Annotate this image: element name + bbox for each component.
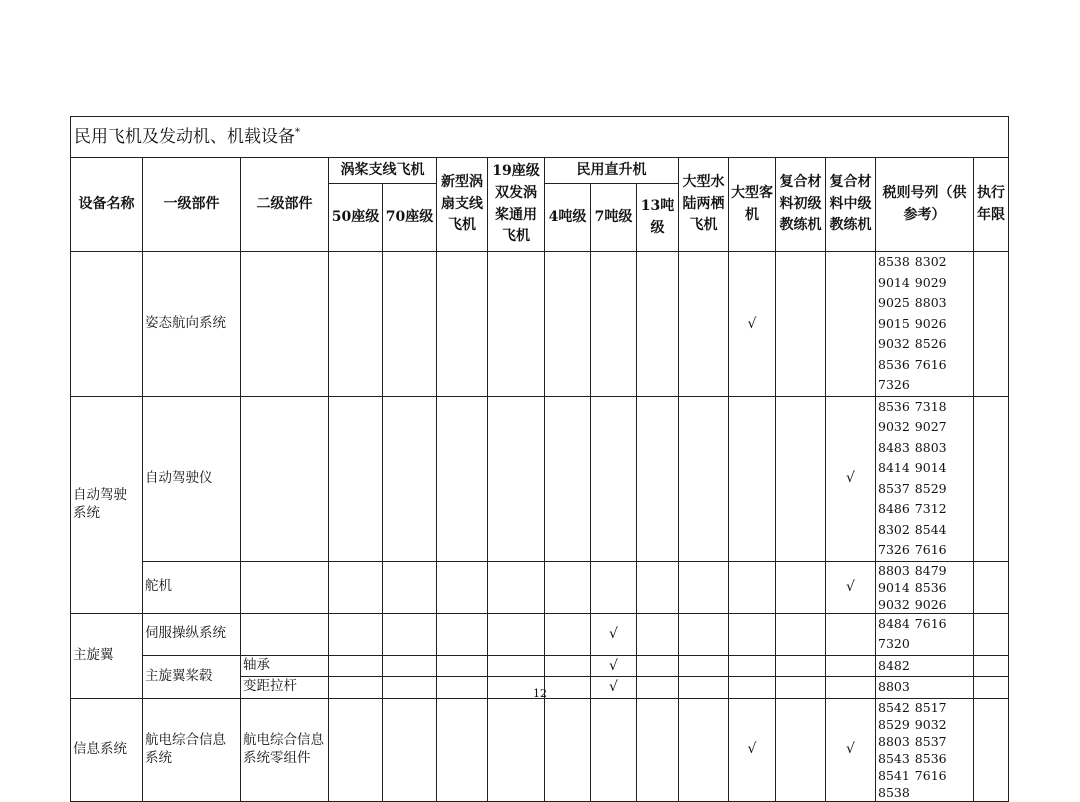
- equipment-name-cell: 信息系统: [71, 698, 143, 801]
- header-tariff-codes: 税则号列（供参考）: [876, 158, 974, 252]
- level2-cell: 航电综合信息系统零组件: [241, 698, 329, 801]
- header-twin-turboprop-19: 19座级双发涡桨通用飞机: [488, 158, 545, 252]
- level1-cell: 伺服操纵系统: [143, 613, 241, 655]
- table-row: [71, 655, 1009, 677]
- tariff-codes-cell: 8803 8479 9014 8536 9032 9026: [876, 561, 974, 613]
- header-civil-helicopter: 民用直升机: [545, 158, 679, 184]
- table-row: [71, 613, 1009, 655]
- tariff-codes-cell: 8542 8517 8529 9032 8803 8537 8543 8536 8541 7616 8538: [876, 698, 974, 801]
- check-mark: √: [826, 396, 876, 561]
- header-equipment-name: 设备名称: [71, 158, 143, 252]
- table-row: [71, 561, 1009, 613]
- level1-cell: 航电综合信息系统: [143, 698, 241, 801]
- header-composite-primary-trainer: 复合材料初级教练机: [776, 158, 826, 252]
- section-title: 民用飞机及发动机、机载设备*: [71, 117, 1009, 158]
- header-period: 执行年限: [974, 158, 1009, 252]
- header-composite-intermediate-trainer: 复合材料中级教练机: [826, 158, 876, 252]
- tariff-codes-cell: 8484 7616 7320: [876, 613, 974, 655]
- check-mark: √: [591, 655, 637, 677]
- level1-cell: 姿态航向系统: [143, 252, 241, 397]
- level1-cell: 主旋翼桨毂: [143, 655, 241, 698]
- header-ton4: 4吨级: [545, 184, 591, 252]
- header-turboprop-regional: 涡桨支线飞机: [329, 158, 437, 184]
- header-ton13: 13吨级: [637, 184, 679, 252]
- tariff-codes-cell: 8536 7318 9032 9027 8483 8803 8414 9014 8537 8529 8486 7312 8302 8544 7326 7616: [876, 396, 974, 561]
- level1-cell: 舵机: [143, 561, 241, 613]
- check-mark: √: [826, 698, 876, 801]
- check-mark: √: [591, 677, 637, 699]
- header-level1: 一级部件: [143, 158, 241, 252]
- header-seat70: 70座级: [383, 184, 437, 252]
- header-ton7: 7吨级: [591, 184, 637, 252]
- level1-cell: 自动驾驶仪: [143, 396, 241, 561]
- table-row: [71, 252, 1009, 397]
- table-row: [71, 396, 1009, 561]
- header-seat50: 50座级: [329, 184, 383, 252]
- equipment-name-cell: 主旋翼: [71, 613, 143, 698]
- equipment-name-cell: 自动驾驶系统: [71, 396, 143, 613]
- tariff-codes-cell: 8803: [876, 677, 974, 699]
- level2-cell: 轴承: [241, 655, 329, 677]
- tariff-codes-cell: 8482: [876, 655, 974, 677]
- page-number: 12: [533, 687, 547, 700]
- header-new-turbofan: 新型涡扇支线飞机: [437, 158, 488, 252]
- header-large-airliner: 大型客机: [729, 158, 776, 252]
- check-mark: √: [729, 698, 776, 801]
- check-mark: √: [729, 252, 776, 397]
- check-mark: √: [591, 613, 637, 655]
- table-row: [71, 698, 1009, 801]
- level2-cell: 变距拉杆: [241, 677, 329, 699]
- tariff-codes-cell: 8538 8302 9014 9029 9025 8803 9015 9026 9032 8526 8536 7616 7326: [876, 252, 974, 397]
- header-amphibian: 大型水陆两栖飞机: [679, 158, 729, 252]
- header-level2: 二级部件: [241, 158, 329, 252]
- check-mark: √: [826, 561, 876, 613]
- title-marker: *: [295, 126, 300, 138]
